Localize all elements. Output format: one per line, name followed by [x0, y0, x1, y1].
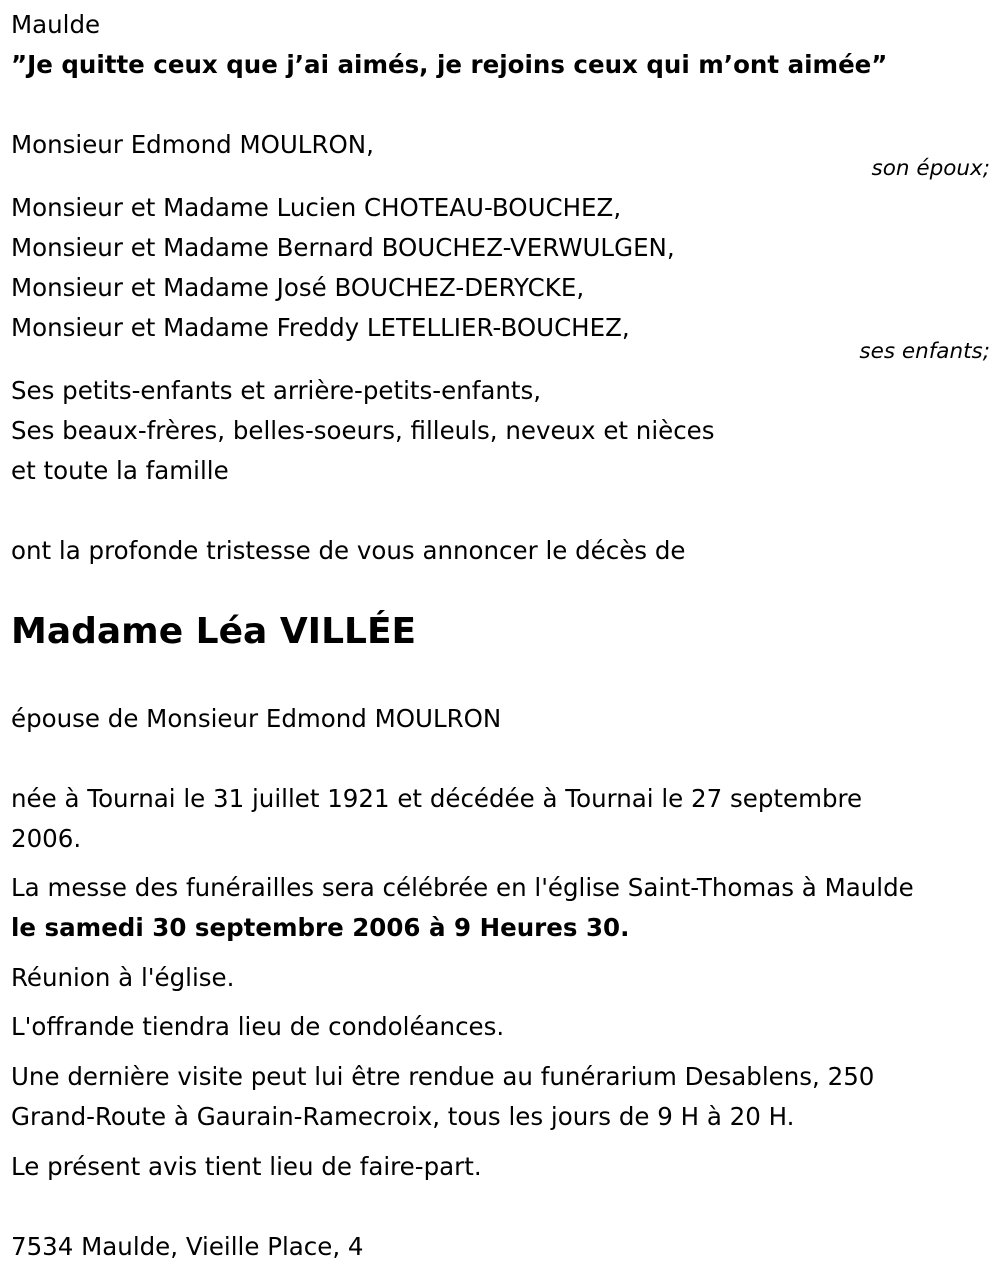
children-role: ses enfants;: [859, 339, 990, 364]
child-line: Monsieur et Madame José BOUCHEZ-DERYCKE,: [11, 273, 585, 302]
family-line: Ses beaux-frères, belles-soeurs, filleuls, neveux et nièces: [11, 416, 715, 445]
birth-death-line: 2006.: [11, 824, 82, 853]
child-line: Monsieur et Madame Bernard BOUCHEZ-VERWULGEN,: [11, 233, 675, 262]
deceased-name: Madame Léa VILLÉE: [11, 611, 417, 652]
child-line: Monsieur et Madame Lucien CHOTEAU-BOUCHEZ,: [11, 193, 622, 222]
notice: Le présent avis tient lieu de faire-part.: [11, 1152, 482, 1181]
visit-line: Grand-Route à Gaurain-Ramecroix, tous les jours de 9 H à 20 H.: [11, 1102, 795, 1131]
funeral-date: le samedi 30 septembre 2006 à 9 Heures 30.: [11, 913, 630, 942]
family-line: et toute la famille: [11, 456, 229, 485]
announcement: ont la profonde tristesse de vous annoncer le décès de: [11, 536, 686, 565]
meeting: Réunion à l'église.: [11, 963, 235, 992]
quote: ”Je quitte ceux que j’ai aimés, je rejoins ceux qui m’ont aimée”: [11, 50, 888, 79]
spouse-name: Monsieur Edmond MOULRON,: [11, 130, 374, 159]
visit-line: Une dernière visite peut lui être rendue au funérarium Desablens, 250: [11, 1062, 875, 1091]
spouse-of: épouse de Monsieur Edmond MOULRON: [11, 704, 502, 733]
family-line: Ses petits-enfants et arrière-petits-enfants,: [11, 376, 542, 405]
child-line: Monsieur et Madame Freddy LETELLIER-BOUCHEZ,: [11, 313, 630, 342]
offering: L'offrande tiendra lieu de condoléances.: [11, 1012, 505, 1041]
birth-death-line: née à Tournai le 31 juillet 1921 et décédée à Tournai le 27 septembre: [11, 784, 863, 813]
funeral-text: La messe des funérailles sera célébrée en l'église Saint-Thomas à Maulde: [11, 873, 914, 902]
place-name: Maulde: [11, 10, 101, 39]
spouse-role: son époux;: [871, 156, 990, 181]
address: 7534 Maulde, Vieille Place, 4: [11, 1232, 364, 1261]
